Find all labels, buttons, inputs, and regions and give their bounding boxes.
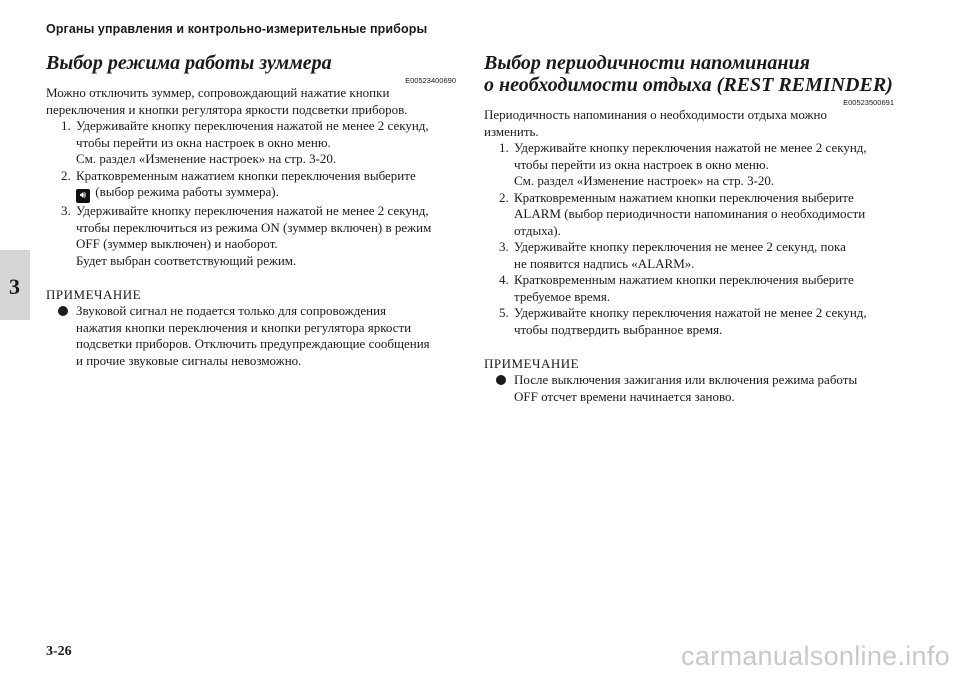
step-item <box>484 239 894 272</box>
step-line: См. раздел «Изменение настроек» на стр. 3-20. <box>514 173 775 188</box>
bullet-icon <box>496 375 506 385</box>
chapter-tab <box>0 250 30 320</box>
intro-line: Можно отключить зуммер, сопровождающий нажатие кнопки <box>46 85 390 100</box>
buzzer-speaker-icon: 🔊︎ <box>76 189 90 203</box>
section-heading-rest-reminder <box>484 52 894 96</box>
heading-line: Выбор периодичности напоминания <box>484 52 810 74</box>
step-line: OFF (зуммер выключен) и наоборот. <box>76 236 278 251</box>
note-title: ПРИМЕЧАНИЕ <box>484 356 580 371</box>
note-line: После выключения зажигания или включения режима работы <box>514 372 858 387</box>
step-line: Кратковременным нажатием кнопки переключения выберите <box>76 167 416 183</box>
step-line: чтобы переключиться из режима ON (зуммер включен) в режим <box>76 219 432 235</box>
steps-list <box>484 140 894 338</box>
intro-line: Периодичность напоминания о необходимости отдыха можно <box>484 107 827 122</box>
step-line: Кратковременным нажатием кнопки переключения выберите <box>514 272 854 287</box>
intro-paragraph <box>484 107 894 140</box>
note-line: подсветки приборов. Отключить предупреждающие сообщения <box>76 336 430 351</box>
step-line: Удерживайте кнопку переключения нажатой не менее 2 секунд, <box>76 203 429 218</box>
section-code: E00523500691 <box>843 98 894 107</box>
step-number: 2. <box>61 167 71 183</box>
steps-list <box>46 118 456 269</box>
step-line: отдыха). <box>514 222 561 238</box>
step-number: 3. <box>499 239 509 254</box>
note-item <box>484 372 894 405</box>
section-heading-buzzer: Выбор режима работы зуммера <box>46 52 332 74</box>
step-number: 2. <box>499 189 509 205</box>
step-item <box>46 168 456 204</box>
intro-line: переключения и кнопки регулятора яркости подсветки приборов. <box>46 101 408 117</box>
step-line: чтобы перейти из окна настроек в окно меню. <box>76 134 331 150</box>
step-line: чтобы перейти из окна настроек в окно меню. <box>514 156 769 172</box>
step-item <box>484 140 894 190</box>
step-line: не появится надпись «ALARM». <box>514 255 695 271</box>
step-number: 3. <box>61 203 71 218</box>
note-line: Звуковой сигнал не подается только для сопровождения <box>76 303 387 318</box>
watermark: carmanualsonline.info <box>681 641 950 671</box>
step-line: Удерживайте кнопку переключения нажатой не менее 2 секунд, <box>514 140 867 155</box>
step-line: Кратковременным нажатием кнопки переключения выберите <box>514 189 854 205</box>
page-header-title: Органы управления и контрольно-измерительные приборы <box>46 22 428 36</box>
note-line: нажатия кнопки переключения и кнопки регулятора яркости <box>76 319 412 335</box>
step-line: См. раздел «Изменение настроек» на стр. 3-20. <box>76 151 337 166</box>
left-column <box>46 52 456 369</box>
step-line: Удерживайте кнопку переключения нажатой не менее 2 секунд, <box>514 305 867 320</box>
step-number: 4. <box>499 272 509 287</box>
chapter-number: 3 <box>9 274 20 299</box>
intro-line: изменить. <box>484 123 539 139</box>
step-line: требуемое время. <box>514 288 611 304</box>
heading-line: о необходимости отдыха (REST REMINDER) <box>484 74 893 96</box>
note-title: ПРИМЕЧАНИЕ <box>46 287 142 302</box>
step-line: ALARM (выбор периодичности напоминания о необходимости <box>514 206 866 221</box>
step-item <box>46 118 456 168</box>
step-line: Удерживайте кнопку переключения не менее 2 секунд, пока <box>514 239 846 254</box>
step-line-with-icon <box>76 184 456 203</box>
step-line: (выбор режима работы зуммера). <box>95 184 279 199</box>
step-item <box>46 203 456 269</box>
step-line: Удерживайте кнопку переключения нажатой не менее 2 секунд, <box>76 118 429 133</box>
intro-paragraph <box>46 85 456 118</box>
step-item <box>484 305 894 338</box>
step-number: 5. <box>499 305 509 320</box>
page-number: 3-26 <box>46 644 72 659</box>
step-item <box>484 190 894 240</box>
note-item <box>46 303 456 369</box>
right-column <box>484 52 894 405</box>
step-number: 1. <box>61 118 71 133</box>
step-line: чтобы подтвердить выбранное время. <box>514 321 723 337</box>
note-line: и прочие звуковые сигналы невозможно. <box>76 352 302 368</box>
step-number: 1. <box>499 140 509 155</box>
section-code: E00523400690 <box>405 76 456 85</box>
note-line: OFF отсчет времени начинается заново. <box>514 388 735 404</box>
step-line: Будет выбран соответствующий режим. <box>76 252 297 268</box>
bullet-icon <box>58 306 68 316</box>
step-item <box>484 272 894 305</box>
